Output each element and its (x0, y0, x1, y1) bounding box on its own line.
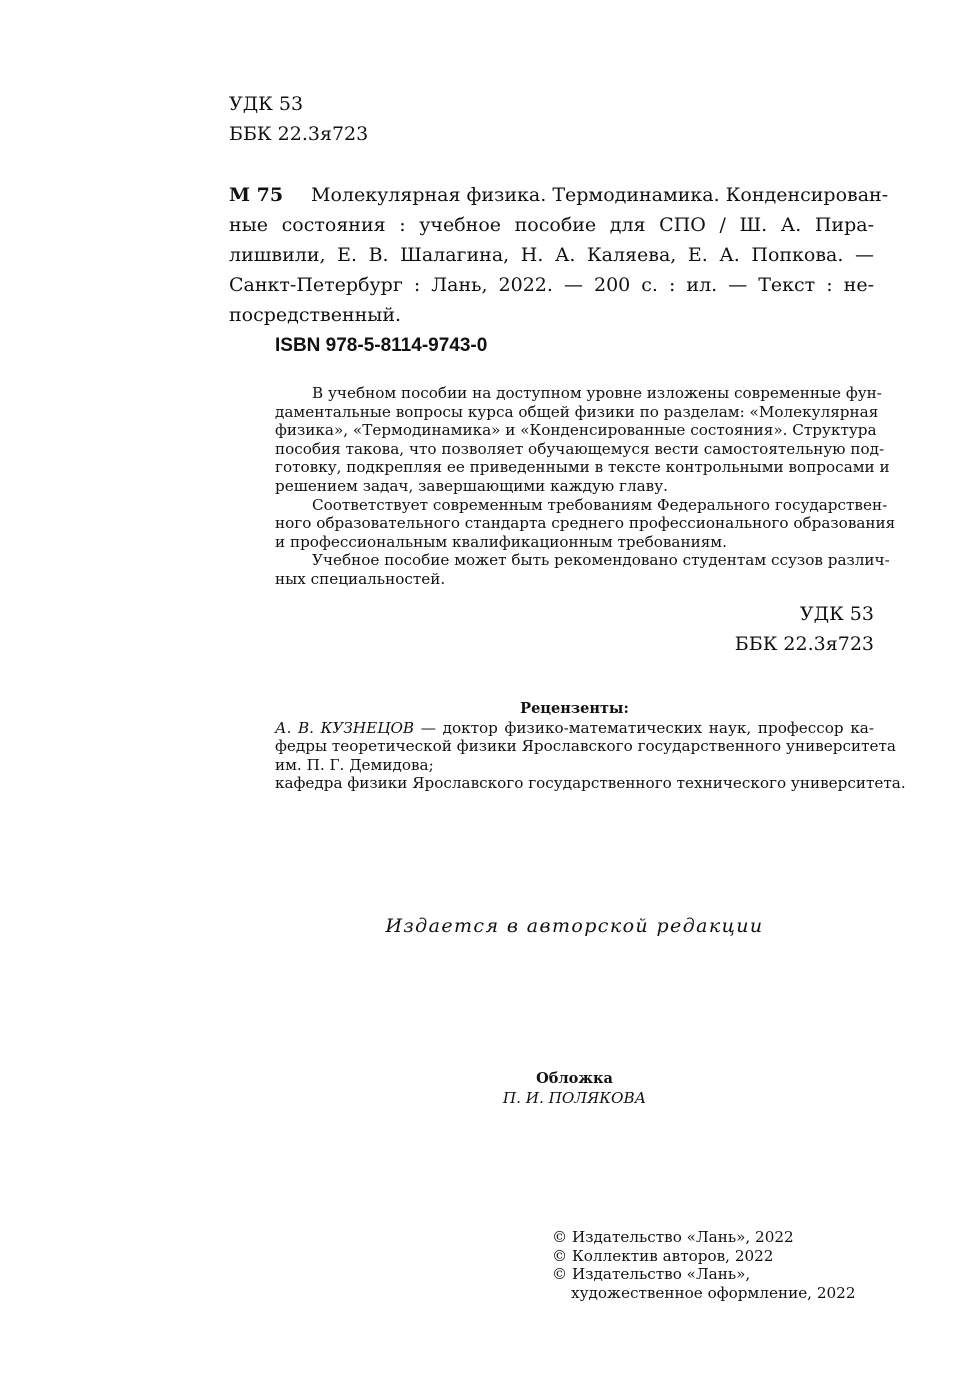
classification-top (229, 89, 629, 149)
bbk-code: ББК 22.3я723 (229, 123, 369, 145)
cover-title: Обложка (536, 1070, 613, 1087)
copyright-line: © Издательство «Лань», 2022 (552, 1228, 794, 1246)
reviewer-line: федры теоретической физики Ярославского государственного университета (275, 737, 896, 756)
copyright-block (552, 1228, 872, 1302)
annotation-line: В учебном пособии на доступном уровне изложены современные фун- (312, 384, 882, 402)
annotation-line: пособия такова, что позволяет обучающемуся вести самостоятельную под- (275, 439, 885, 458)
reviewers (275, 700, 906, 793)
cover-designer: П. И. ПОЛЯКОВА (502, 1088, 647, 1107)
bibliographic-line: Санкт-Петербург : Лань, 2022. — 200 с. : ил. — Текст : не- (229, 274, 874, 296)
annotation-line: ных специальностей. (275, 569, 446, 588)
annotation-line: решением задач, завершающими каждую главу. (275, 476, 668, 495)
bibliographic-line: ные состояния : учебное пособие для СПО / Ш. А. Пира- (229, 214, 874, 236)
annotation-line: ного образовательного стандарта среднего профессионального образования (275, 514, 896, 533)
bibliographic-line: Молекулярная физика. Термодинамика. Конденсирован- (311, 184, 889, 206)
isbn: ISBN 978-5-8114-9743-0 (275, 335, 488, 356)
annotation-line: Соответствует современным требованиям Федерального государствен- (312, 495, 888, 514)
reviewer-line: им. П. Г. Демидова; (275, 755, 434, 774)
reviewer-name: А. В. КУЗНЕЦОВ (275, 718, 415, 737)
reviewer-credentials: — доктор физико-математических наук, профессор ка- (414, 718, 874, 737)
reviewer-line (275, 719, 874, 738)
annotation-line: готовку, подкрепляя ее приведенными в тексте контрольными вопросами и (275, 458, 890, 477)
copyright-line: художественное оформление, 2022 (571, 1283, 856, 1302)
udk-code: УДК 53 (799, 603, 874, 625)
reviewers-title: Рецензенты: (520, 700, 629, 717)
classification-bottom (735, 599, 874, 659)
author-mark: М 75 (229, 184, 284, 206)
edition-note: Издается в авторской редакции (385, 915, 764, 937)
reviewer-department: кафедра физики Ярославского государственного технического университета. (275, 774, 906, 793)
bibliographic-line: посредственный. (229, 304, 402, 326)
annotation-line: и профессиональным квалификационным требованиям. (275, 532, 727, 551)
annotation-line: Учебное пособие может быть рекомендовано студентам ссузов различ- (312, 551, 890, 570)
cover-credit (275, 1070, 874, 1107)
bbk-code: ББК 22.3я723 (734, 633, 874, 655)
copyright-line: © Издательство «Лань», (552, 1265, 751, 1284)
udk-code: УДК 53 (229, 93, 304, 115)
copyright-line: © Коллектив авторов, 2022 (552, 1246, 774, 1265)
annotation-line: даментальные вопросы курса общей физики по разделам: «Молекулярная (275, 402, 879, 421)
annotation-line: физика», «Термодинамика» и «Конденсированные состояния». Структура (275, 421, 877, 440)
catalog-entry (229, 180, 889, 330)
bibliographic-line: лишвили, Е. В. Шалагина, Н. А. Каляева, Е. А. Попкова. — (229, 244, 874, 266)
annotation (275, 384, 896, 589)
